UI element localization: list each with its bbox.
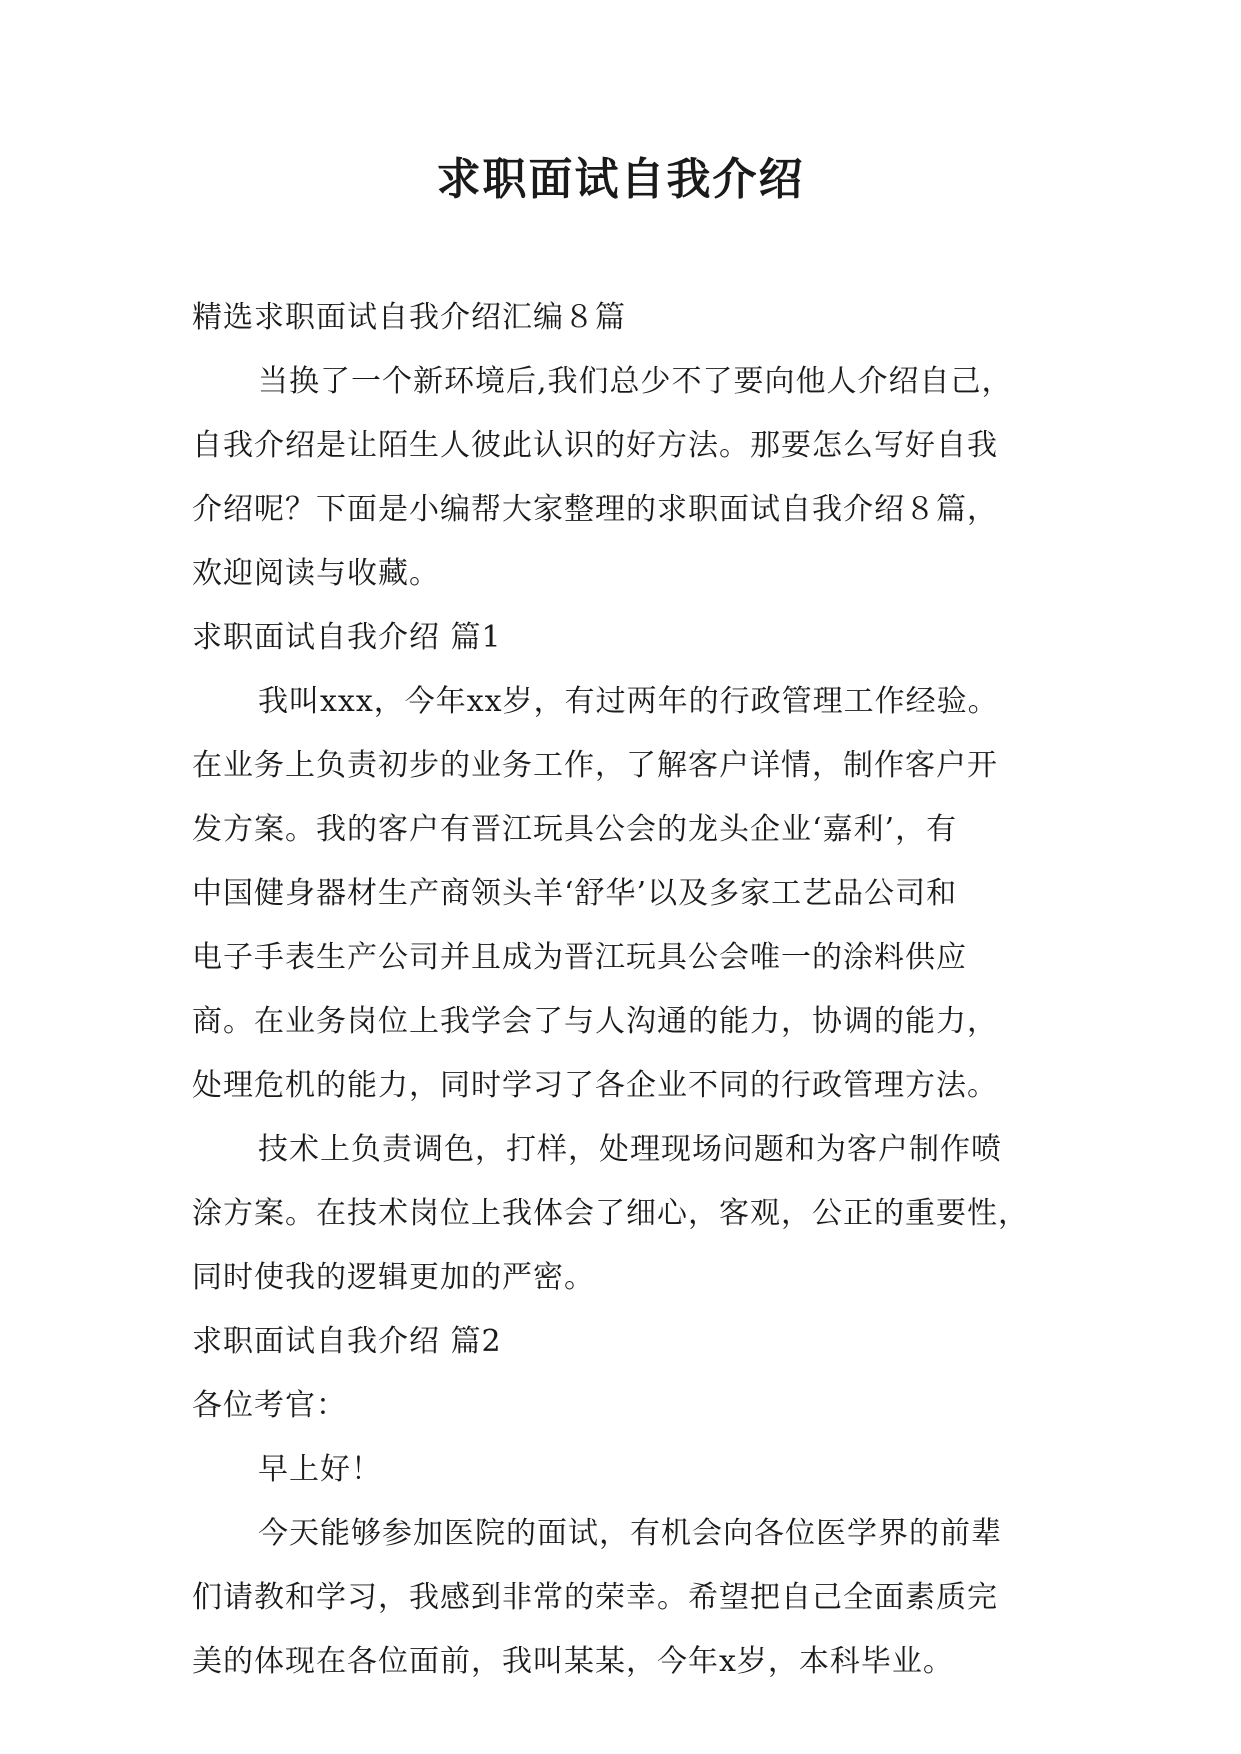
text-line: 各位考官： (192, 1388, 347, 1423)
text-line: 求职面试自我介绍 篇1 (192, 620, 502, 655)
text-line: 在业务上负责初步的业务工作，了解客户详情，制作客户开 (192, 748, 998, 783)
text-line: 介绍呢？下面是小编帮大家整理的求职面试自我介绍８篇， (192, 492, 998, 527)
document-body (192, 286, 1052, 1694)
text-line: 求职面试自我介绍 篇2 (192, 1324, 502, 1359)
text-line: 欢迎阅读与收藏。 (192, 556, 440, 591)
text-line: 发方案。我的客户有晋江玩具公会的龙头企业‘嘉利’，有 (192, 812, 958, 847)
text-line: 处理危机的能力，同时学习了各企业不同的行政管理方法。 (192, 1068, 998, 1103)
text-line: 们请教和学习，我感到非常的荣幸。希望把自己全面素质完 (192, 1580, 998, 1615)
text-line: 自我介绍是让陌生人彼此认识的好方法。那要怎么写好自我 (192, 428, 998, 463)
text-line: 我叫xxx，今年xx岁，有过两年的行政管理工作经验。 (258, 684, 999, 719)
text-line: 技术上负责调色，打样，处理现场问题和为客户制作喷 (258, 1132, 1002, 1167)
text-line: 中国健身器材生产商领头羊‘舒华’以及多家工艺品公司和 (192, 876, 958, 911)
text-line: 当换了一个新环境后,我们总少不了要向他人介绍自己， (258, 364, 1013, 399)
text-line: 电子手表生产公司并且成为晋江玩具公会唯一的涂料供应 (192, 940, 967, 975)
document-title: 求职面试自我介绍 (436, 154, 805, 205)
text-line: 美的体现在各位面前，我叫某某，今年x岁，本科毕业。 (192, 1644, 954, 1679)
text-line: 今天能够参加医院的面试，有机会向各位医学界的前辈 (258, 1516, 1002, 1551)
text-line: 同时使我的逻辑更加的严密。 (192, 1260, 595, 1295)
text-line: 涂方案。在技术岗位上我体会了细心，客观，公正的重要性， (192, 1196, 1029, 1231)
text-line: 精选求职面试自我介绍汇编８篇 (192, 300, 626, 335)
text-line: 商。在业务岗位上我学会了与人沟通的能力，协调的能力， (192, 1004, 998, 1039)
text-line: 早上好！ (258, 1452, 382, 1487)
